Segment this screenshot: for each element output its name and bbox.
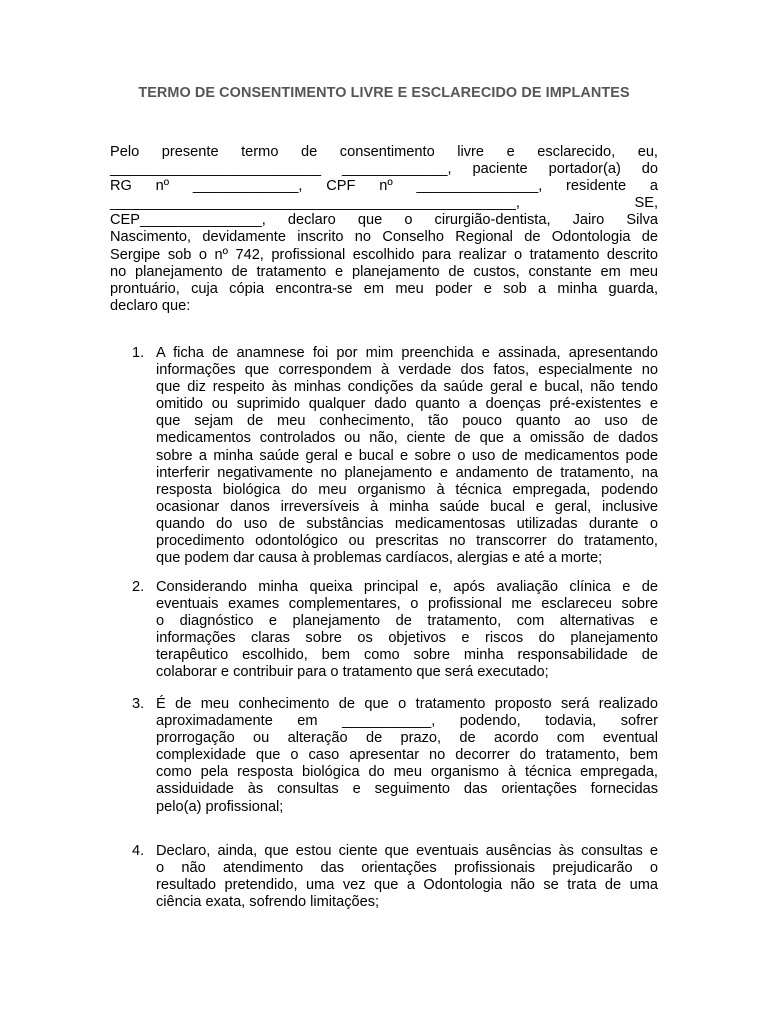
intro-line: Pelo presente termo de consentimento livre e esclarecido, eu,: [110, 144, 658, 160]
list-item-line: sobre a minha saúde geral e bucal e sobre o uso de medicamentos pode: [156, 447, 658, 464]
list-item-line: que diz respeito às minhas condições da saúde geral e bucal, não tendo: [156, 379, 658, 396]
list-item-line: complexidade que o caso apresentar no decorrer do tratamento, bem: [156, 747, 658, 764]
list-item-line: medicamentos controlados ou não, ciente de que a omissão de dados: [156, 430, 658, 447]
intro-line: Sergipe sob o nº 742, profissional escolhido para realizar o tratamento descrito: [110, 246, 658, 263]
list-item-line: o diagnóstico e planejamento de tratamento, com alternativas e: [156, 613, 658, 630]
intro-line: __________________________________________________, SE,: [110, 195, 658, 212]
intro-line: Nascimento, devidamente inscrito no Conselho Regional de Odontologia de: [110, 229, 658, 246]
list-item-line: que podem dar causa à problemas cardíacos, alergias e até a morte;: [156, 550, 603, 567]
list-item-line: Declaro, ainda, que estou ciente que eventuais ausências às consultas e: [156, 843, 658, 859]
list-item-line: aproximadamente em ___________, podendo, todavia, sofrer: [156, 713, 658, 730]
document-title: TERMO DE CONSENTIMENTO LIVRE E ESCLARECIDO DE IMPLANTES: [138, 85, 630, 101]
list-item-number: 1.: [132, 345, 145, 361]
list-item-number: 3.: [132, 696, 145, 712]
list-item-line: ocasionar danos irreversíveis à minha saúde bucal e geral, inclusive: [156, 498, 658, 515]
list-item-text: [156, 843, 658, 911]
list-item-line: colaborar e contribuir para o tratamento que será executado;: [156, 664, 549, 681]
intro-line: declaro que:: [110, 297, 191, 314]
list-item-line: omitido ou suprimido qualquer dado quanto a doenças pré-existentes e: [156, 396, 658, 413]
list-item-line: resposta biológica do meu organismo à técnica empregada, podendo: [156, 481, 658, 498]
list-item-line: assiduidade às consultas e seguimento das orientações fornecidas: [156, 781, 658, 798]
intro-line: RG nº _____________, CPF nº _______________, residente a: [110, 178, 658, 195]
list-item-line: informações claras sobre os objetivos e riscos do planejamento: [156, 630, 658, 647]
list-item-line: eventuais exames complementares, o profissional me esclareceu sobre: [156, 596, 658, 613]
list-item-line: ciência exata, sofrendo limitações;: [156, 894, 380, 911]
intro-line: prontuário, cuja cópia encontra-se em meu poder e sob a minha guarda,: [110, 280, 658, 297]
intro-line: no planejamento de tratamento e planejamento de custos, constante em meu: [110, 263, 658, 280]
list-item-line: resultado pretendido, uma vez que a Odontologia não se trata de uma: [156, 877, 658, 894]
list-item-text: [156, 696, 658, 816]
list-item-line: pelo(a) profissional;: [156, 798, 284, 815]
list-item-line: interferir negativamente no planejamento e andamento de tratamento, na: [156, 464, 658, 481]
list-item-text: [156, 345, 658, 567]
list-item-line: Considerando minha queixa principal e, após avaliação clínica e de: [156, 579, 658, 595]
list-item-line: prorrogação ou alteração de prazo, de acordo com eventual: [156, 730, 658, 747]
intro-line: __________________________ _____________, paciente portador(a) do: [110, 161, 658, 178]
list-item-line: que sejam de meu conhecimento, tão pouco quanto ao uso de: [156, 413, 658, 430]
list-item-line: quando do uso de substâncias medicamentosas utilizadas durante o: [156, 515, 658, 532]
list-item-line: terapêutico escolhido, bem como sobre minha responsabilidade de: [156, 647, 658, 664]
list-item-number: 4.: [132, 843, 145, 859]
list-item-line: É de meu conhecimento de que o tratamento proposto será realizado: [156, 696, 658, 712]
list-item-number: 2.: [132, 579, 145, 595]
list-item-line: informações que correspondem à verdade dos fatos, especialmente no: [156, 362, 658, 379]
list-item-line: o não atendimento das orientações profissionais prejudicarão o: [156, 860, 658, 877]
intro-paragraph: [110, 144, 658, 315]
list-item-text: [156, 579, 658, 682]
list-item-line: procedimento odontológico ou prescritas no transcorrer do tratamento,: [156, 533, 658, 550]
list-item-line: como pela resposta biológica do meu organismo à técnica empregada,: [156, 764, 658, 781]
list-item-line: A ficha de anamnese foi por mim preenchida e assinada, apresentando: [156, 345, 658, 361]
intro-line: CEP_______________, declaro que o cirurgião-dentista, Jairo Silva: [110, 212, 658, 229]
